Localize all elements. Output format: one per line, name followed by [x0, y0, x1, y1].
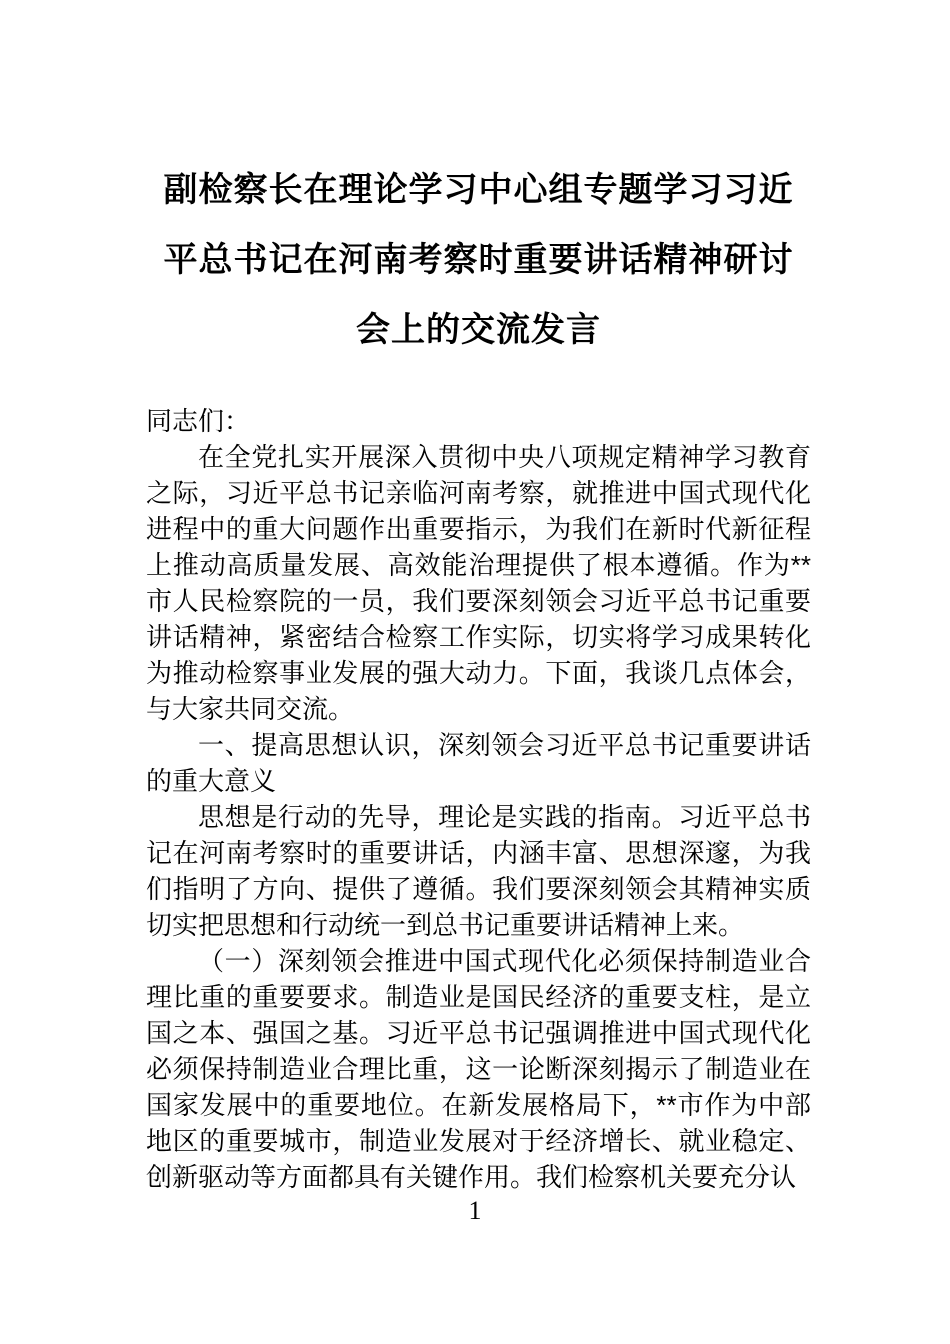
title-line-1: 副检察长在理论学习中心组专题学习习近	[163, 171, 794, 209]
page-number: 1	[468, 1196, 482, 1225]
document-title	[146, 155, 811, 365]
paragraph-intro: 在全党扎实开展深入贯彻中央八项规定精神学习教育之际，习近平总书记亲临河南考察，就推进中国式现代化进程中的重大问题作出重要指示，为我们在新时代新征程上推动高质量发展、高效能治理提供了根本遵循。作为**市人民检察院的一员，我们要深刻领会习近平总书记重要讲话精神，紧密结合检察工作实际，切实将学习成果转化为推动检察事业发展的强大动力。下面，我谈几点体会，与大家共同交流。	[146, 442, 811, 724]
title-line-2: 平总书记在河南考察时重要讲话精神研讨	[163, 241, 794, 279]
paragraph-salutation: 同志们：	[146, 406, 251, 436]
paragraph-body: 思想是行动的先导，理论是实践的指南。习近平总书记在河南考察时的重要讲话，内涵丰富、思想深邃，为我们指明了方向、提供了遵循。我们要深刻领会其精神实质切实把思想和行动统一到总书记重要讲话精神上来。	[146, 802, 811, 940]
section-heading: 一、提高思想认识，深刻领会习近平总书记重要讲话的重大意义	[146, 730, 811, 796]
title-line-3: 会上的交流发言	[356, 311, 601, 349]
paragraph-subsection: （一）深刻领会推进中国式现代化必须保持制造业合理比重的重要要求。制造业是国民经济的重要支柱，是立国之本、强国之基。习近平总书记强调推进中国式现代化必须保持制造业合理比重，这一论断深刻揭示了制造业在国家发展中的重要地位。在新发展格局下，**市作为中部地区的重要城市，制造业发展对于经济增长、就业稳定、创新驱动等方面都具有关键作用。我们检察机关要充分认	[146, 946, 811, 1192]
document-body	[146, 403, 811, 1195]
